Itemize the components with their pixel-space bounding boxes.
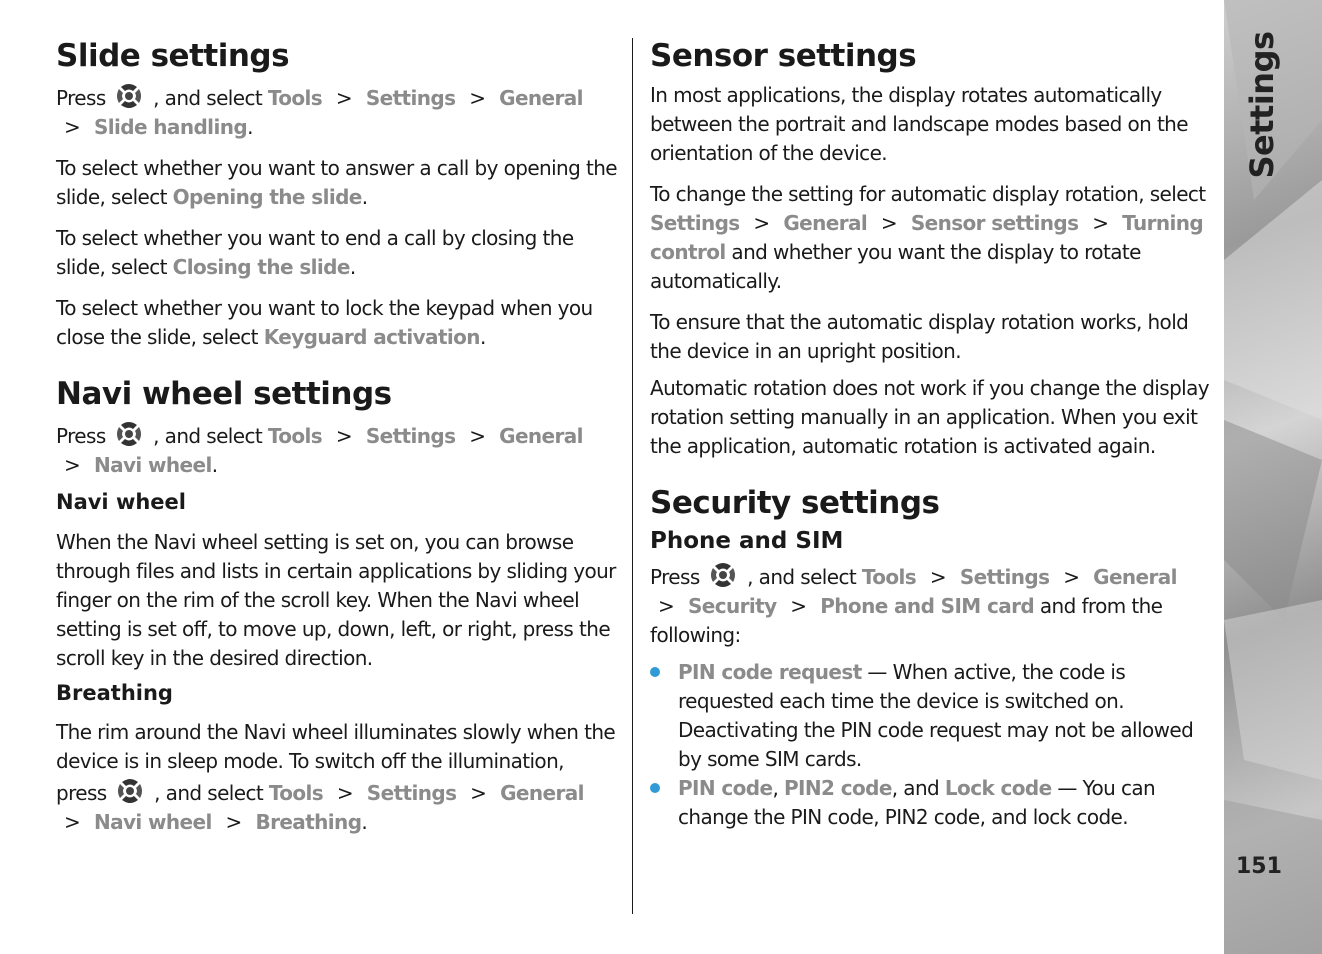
list-item: PIN code, PIN2 code, and Lock code — You can change the PIN code, PIN2 code, and lock code. <box>650 774 1212 832</box>
chapter-side-band <box>1224 0 1322 954</box>
right-column <box>650 38 1212 832</box>
menu-key-icon <box>116 776 144 806</box>
slide-answer-paragraph: To select whether you want to answer a call by opening the slide, select Opening the slide. <box>56 156 618 210</box>
sensor-upright-paragraph: To ensure that the automatic display rotation works, hold the device in an upright position. <box>650 310 1189 364</box>
menu-path-slide-handling: Slide handling <box>93 115 248 140</box>
slide-press-paragraph: Press , and select Tools > Settings > General > Slide handling. <box>56 81 618 142</box>
slide-lock-paragraph: To select whether you want to lock the keypad when you close the slide, select Keyguard activation. <box>56 296 593 350</box>
left-column <box>56 38 618 837</box>
page-number: 151 <box>1236 854 1282 879</box>
menu-path-general: General <box>499 86 583 111</box>
chapter-title: Settings <box>1243 31 1281 179</box>
navi-press-paragraph: Press , and select Tools > Settings > General > Navi wheel. <box>56 419 618 480</box>
navi-wheel-body: When the Navi wheel setting is set on, you can browse through files and lists in certain applications by sliding your finger on the rim of the scroll key. When the Navi wheel setting is set off, to move up, down, left, or right, press the scroll key in the desired direction. <box>56 529 616 670</box>
menu-key-icon <box>115 419 143 449</box>
breathing-body: The rim around the Navi wheel illuminates slowly when the device is in sleep mode. To switch off the illumination, press , and select Tools > Settings > General > Navi wheel > Breathing. <box>56 719 616 834</box>
menu-key-icon <box>709 560 737 590</box>
menu-path-settings: Settings <box>365 86 456 111</box>
menu-key-icon <box>115 81 143 111</box>
security-press-paragraph: Press , and select Tools > Settings > General > Security > Phone and SIM card and from the following: <box>650 560 1212 650</box>
bullet-icon <box>650 667 660 677</box>
column-divider <box>632 38 633 914</box>
slide-end-paragraph: To select whether you want to end a call by closing the slide, select Closing the slide. <box>56 226 574 280</box>
bullet-icon <box>650 783 660 793</box>
security-settings-heading: Security settings <box>650 485 940 522</box>
sensor-change-paragraph: To change the setting for automatic display rotation, select Settings > General > Sensor settings > Turning control and whether you want the display to rotate automatically. <box>650 182 1206 294</box>
navi-wheel-subheading: Navi wheel <box>56 490 186 515</box>
breathing-subheading: Breathing <box>56 680 173 705</box>
security-options-list <box>650 658 1212 832</box>
sensor-intro: In most applications, the display rotates automatically between the portrait and landscape modes based on the orientation of the device. <box>650 83 1188 166</box>
navi-wheel-settings-heading: Navi wheel settings <box>56 376 392 413</box>
sensor-settings-heading: Sensor settings <box>650 38 917 74</box>
menu-path-tools: Tools <box>267 86 323 111</box>
list-item: PIN code request — When active, the code is requested each time the device is switched on. Deactivating the PIN code request may not be allowed by some SIM cards. <box>650 658 1212 774</box>
sensor-manual-paragraph: Automatic rotation does not work if you change the display rotation setting manually in an application. When you exit the application, automatic rotation is activated again. <box>650 376 1210 459</box>
phone-and-sim-subheading: Phone and SIM <box>650 528 844 555</box>
slide-settings-heading: Slide settings <box>56 38 290 74</box>
